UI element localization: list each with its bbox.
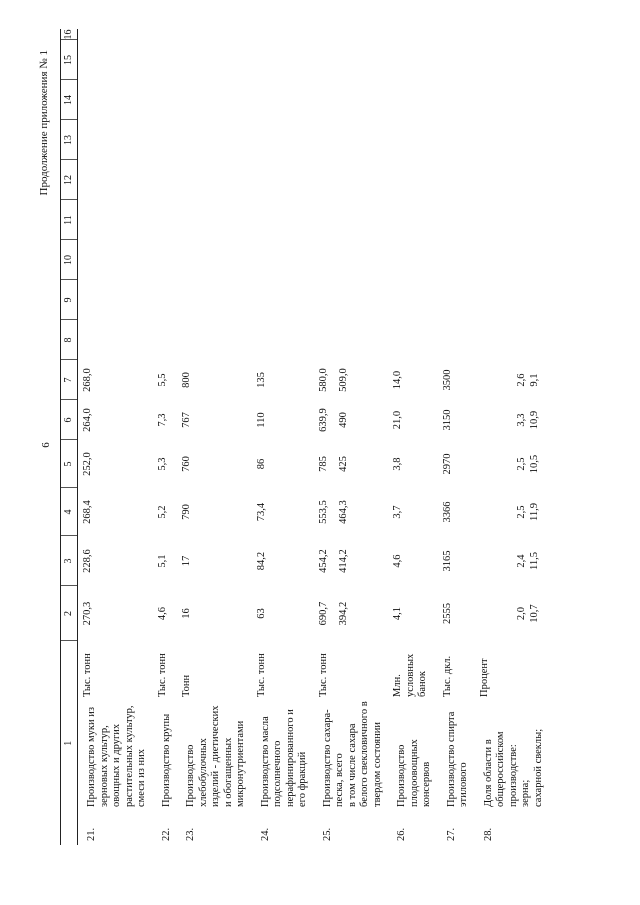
value-cell — [252, 440, 314, 488]
value-spacer — [479, 440, 517, 488]
value-cell — [252, 536, 314, 586]
row-title-cell — [388, 701, 438, 845]
value-cell — [388, 120, 438, 160]
value-cell — [475, 40, 550, 80]
value-cell — [177, 200, 252, 240]
item-value-text: 2,6 — [516, 373, 527, 387]
value-cell — [314, 120, 389, 160]
value-cell — [438, 586, 475, 641]
row-name — [181, 701, 250, 809]
value-cell — [78, 320, 153, 360]
value-cell — [438, 360, 475, 400]
value-cell — [177, 360, 252, 400]
value-text: 454,2 — [317, 549, 329, 573]
row-name-text: Производство сахара-песка, всего — [321, 709, 345, 807]
value-cell — [438, 400, 475, 440]
row-number: 23. — [185, 827, 196, 841]
col-header-4: 4 — [61, 488, 78, 536]
col-header-12: 12 — [61, 160, 78, 200]
value-cell — [475, 240, 550, 280]
row-title-cell — [153, 701, 178, 845]
value-cell — [153, 160, 178, 200]
value-cell — [475, 488, 550, 536]
value-cell — [153, 440, 178, 488]
row-name — [392, 701, 436, 809]
value-cell — [388, 586, 438, 641]
value-text: 3500 — [441, 369, 453, 391]
value-cell — [438, 320, 475, 360]
value-cell — [314, 400, 389, 440]
value-cell — [177, 320, 252, 360]
value-cell — [78, 360, 153, 400]
value-cell — [314, 40, 389, 80]
value-cell — [475, 360, 550, 400]
row-number: 27. — [445, 827, 457, 841]
value-text: 4,6 — [392, 554, 403, 568]
value-cell — [78, 200, 153, 240]
value-cell — [177, 280, 252, 320]
value-cell — [252, 320, 314, 360]
col-header-11: 11 — [61, 200, 78, 240]
value-text: 800 — [181, 372, 192, 388]
value-cell — [314, 320, 389, 360]
sub-value-text: 425 — [338, 456, 349, 472]
data-table — [60, 30, 549, 846]
item-value-text: 11,9 — [528, 503, 540, 521]
value-cell — [438, 536, 475, 586]
value-text: 5,5 — [156, 373, 168, 387]
value-text: 5,3 — [156, 457, 168, 471]
value-cell — [475, 320, 550, 360]
row-unit: Тыс. тонн — [255, 653, 267, 697]
value-cell — [438, 200, 475, 240]
value-text: 252,0 — [82, 452, 93, 476]
value-text: 790 — [181, 504, 192, 520]
row-title-cell — [314, 701, 389, 845]
value-cell — [388, 280, 438, 320]
row-item-label: сахарной свеклы; — [532, 728, 544, 807]
value-cell — [438, 488, 475, 536]
value-text: 17 — [181, 555, 192, 567]
row-unit: Млн. условных банок — [392, 653, 428, 697]
value-cell — [78, 586, 153, 641]
table-row — [475, 30, 550, 846]
table-row — [438, 30, 475, 846]
value-cell — [252, 280, 314, 320]
value-cell — [177, 440, 252, 488]
value-cell — [252, 400, 314, 440]
row-number: 28. — [482, 827, 494, 841]
value-text: 264,0 — [82, 408, 93, 432]
value-text: 3,7 — [392, 505, 403, 519]
value-text: 4,1 — [392, 606, 403, 621]
value-cell — [177, 240, 252, 280]
table-row — [153, 30, 178, 846]
row-name-text: Производство хлебобулочных изделий - диетических и обогащенных микронутриентами — [185, 705, 246, 807]
row-name-text: Доля области в общероссийском производстве: — [482, 731, 519, 807]
value-cell — [438, 280, 475, 320]
row-name — [256, 701, 312, 809]
value-cell — [388, 240, 438, 280]
sub-value-text: 509,0 — [338, 368, 349, 392]
col-header-5: 5 — [61, 440, 78, 488]
value-cell — [252, 586, 314, 641]
value-cell — [388, 80, 438, 120]
row-name-text: Производство крупы — [160, 713, 172, 807]
col-header-9: 9 — [61, 280, 78, 320]
row-title-cell — [475, 701, 550, 845]
table-row — [252, 30, 314, 846]
row-name-text: Производство плодоовощных консервов — [396, 739, 432, 807]
value-text: 767 — [181, 412, 192, 428]
value-cell — [177, 40, 252, 80]
value-text: 110 — [255, 412, 267, 428]
col-header-14: 14 — [61, 80, 78, 120]
value-cell — [177, 80, 252, 120]
value-cell — [78, 280, 153, 320]
row-name — [479, 701, 548, 809]
row-title-cell — [252, 701, 314, 845]
value-cell — [475, 280, 550, 320]
value-cell — [252, 240, 314, 280]
row-number: 24. — [259, 827, 271, 841]
value-text: 135 — [255, 372, 267, 388]
value-cell — [388, 200, 438, 240]
value-cell — [314, 360, 389, 400]
col-header-2: 2 — [61, 586, 78, 641]
value-text: 760 — [181, 456, 192, 472]
value-text: 690,7 — [317, 601, 329, 626]
row-name — [82, 701, 151, 809]
value-cell — [78, 440, 153, 488]
item-value-text: 11,5 — [528, 552, 540, 570]
value-cell — [314, 80, 389, 120]
value-cell — [438, 40, 475, 80]
row-title-cell — [78, 701, 153, 845]
value-text: 73,4 — [255, 502, 267, 522]
value-cell — [388, 400, 438, 440]
value-cell — [177, 120, 252, 160]
value-cell — [252, 120, 314, 160]
table-row — [177, 30, 252, 846]
value-cell — [314, 280, 389, 320]
value-spacer — [479, 488, 517, 536]
value-cell — [252, 80, 314, 120]
value-cell — [388, 440, 438, 488]
value-text: 3366 — [441, 501, 453, 523]
value-cell — [438, 240, 475, 280]
value-cell — [177, 400, 252, 440]
value-cell — [252, 200, 314, 240]
value-text: 84,2 — [255, 551, 267, 571]
col-header-10: 10 — [61, 240, 78, 280]
sub-value-text: 394,2 — [338, 601, 349, 626]
value-cell — [475, 200, 550, 240]
row-number: 21. — [86, 827, 97, 841]
col-header-7: 7 — [61, 360, 78, 400]
value-text: 21,0 — [392, 410, 403, 430]
value-cell — [252, 488, 314, 536]
value-text: 16 — [181, 608, 192, 619]
item-value-text: 9,1 — [528, 373, 540, 387]
value-text: 228,6 — [82, 549, 93, 573]
value-cell — [388, 160, 438, 200]
row-item-label: зерна; — [520, 779, 531, 807]
row-number: 25. — [321, 827, 333, 841]
value-cell — [78, 160, 153, 200]
col-header-16: 16 — [61, 30, 78, 41]
value-text: 270,3 — [82, 601, 93, 626]
col-header-3: 3 — [61, 536, 78, 586]
value-cell — [388, 320, 438, 360]
value-text: 639,9 — [317, 408, 329, 432]
table-row — [314, 30, 389, 846]
value-cell — [314, 536, 389, 586]
value-text: 2555 — [441, 603, 453, 624]
page-number: 6 — [40, 442, 52, 448]
value-cell — [252, 40, 314, 80]
value-spacer — [479, 536, 517, 586]
value-cell — [177, 160, 252, 200]
value-cell — [314, 160, 389, 200]
value-cell — [153, 120, 178, 160]
item-value-text: 2,4 — [516, 554, 527, 568]
value-text: 3,8 — [392, 457, 403, 471]
col-header-1: 1 — [61, 641, 78, 845]
column-number-row — [61, 30, 78, 846]
value-text: 580,0 — [317, 368, 329, 392]
value-cell — [78, 240, 153, 280]
value-text: 14,0 — [392, 370, 403, 390]
item-value-text: 10,7 — [528, 604, 540, 623]
value-cell — [388, 536, 438, 586]
value-cell — [177, 586, 252, 641]
value-cell — [475, 586, 550, 641]
value-cell — [153, 586, 178, 641]
row-name — [157, 701, 176, 809]
value-text: 553,5 — [317, 500, 329, 524]
value-cell — [252, 360, 314, 400]
value-cell — [388, 40, 438, 80]
row-name-text: Производство муки из зерновых культур, овощных и других растительных культур, смеси из них — [86, 705, 147, 807]
row-unit: Процент — [478, 658, 490, 697]
value-text: 5,2 — [156, 505, 168, 519]
value-text: 2970 — [441, 453, 453, 475]
value-text: 86 — [255, 458, 267, 470]
value-cell — [475, 80, 550, 120]
value-cell — [475, 160, 550, 200]
table-body — [78, 30, 550, 846]
col-header-15: 15 — [61, 40, 78, 80]
value-cell — [153, 536, 178, 586]
row-unit: Тонн — [181, 674, 192, 697]
row-unit: Тыс. тонн — [317, 653, 329, 697]
value-spacer — [479, 360, 517, 400]
item-value-text: 2,5 — [516, 457, 527, 471]
item-value-text: 2,5 — [516, 505, 527, 519]
row-unit: Тыс. дкл. — [441, 655, 453, 697]
value-cell — [153, 280, 178, 320]
value-text: 3150 — [441, 409, 453, 431]
row-number: 26. — [396, 827, 407, 841]
value-cell — [314, 586, 389, 641]
row-subname-text: в том числе сахара белого свекловичного в твердом состоянии — [346, 701, 383, 807]
value-cell — [78, 120, 153, 160]
value-cell — [314, 488, 389, 536]
item-value-text: 3,3 — [516, 413, 527, 427]
item-value-text: 10,9 — [528, 410, 540, 430]
col-header-6: 6 — [61, 400, 78, 440]
row-unit: Тыс. тонн — [156, 653, 168, 697]
value-text: 63 — [255, 608, 267, 619]
value-cell — [438, 160, 475, 200]
value-cell — [314, 200, 389, 240]
value-cell — [252, 160, 314, 200]
col-header-8: 8 — [61, 320, 78, 360]
value-text: 4,6 — [156, 606, 168, 621]
value-cell — [153, 80, 178, 120]
value-text: 268,0 — [82, 368, 93, 392]
value-cell — [153, 40, 178, 80]
value-cell — [153, 488, 178, 536]
value-cell — [475, 120, 550, 160]
value-cell — [314, 240, 389, 280]
value-cell — [153, 400, 178, 440]
value-cell — [475, 400, 550, 440]
value-cell — [475, 536, 550, 586]
value-cell — [78, 488, 153, 536]
value-cell — [153, 360, 178, 400]
sub-value-text: 490 — [338, 412, 349, 428]
row-name — [442, 701, 473, 809]
value-text: 7,3 — [156, 413, 168, 427]
value-spacer — [479, 400, 517, 440]
row-unit: Тыс. тонн — [82, 653, 93, 697]
sub-value-text: 414,2 — [338, 549, 349, 573]
value-spacer — [479, 586, 517, 641]
value-text: 3165 — [441, 550, 453, 572]
value-cell — [78, 40, 153, 80]
row-title-cell — [177, 701, 252, 845]
value-cell — [153, 200, 178, 240]
value-cell — [153, 320, 178, 360]
row-name-text: Производство спирта этилового — [445, 711, 469, 807]
value-cell — [78, 400, 153, 440]
continuation-title: Продолжение приложения № 1 — [38, 50, 50, 196]
value-cell — [153, 240, 178, 280]
row-name-text: Производство масла подсолнечного нерафинированного и его фракций — [259, 709, 308, 807]
value-cell — [314, 440, 389, 488]
value-text: 268,4 — [82, 500, 93, 524]
sub-value-text: 464,3 — [338, 500, 349, 524]
table-row — [78, 30, 153, 846]
value-cell — [438, 120, 475, 160]
value-cell — [177, 536, 252, 586]
value-cell — [388, 360, 438, 400]
item-value-text: 10,5 — [528, 454, 540, 474]
value-text: 785 — [317, 456, 329, 472]
value-cell — [438, 440, 475, 488]
row-title-cell — [438, 701, 475, 845]
value-cell — [438, 80, 475, 120]
value-cell — [388, 488, 438, 536]
table-row — [388, 30, 438, 846]
value-text: 5,1 — [156, 554, 168, 568]
row-name — [318, 701, 387, 809]
col-header-13: 13 — [61, 120, 78, 160]
item-value-text: 2,0 — [516, 606, 527, 621]
value-cell — [78, 80, 153, 120]
value-cell — [177, 488, 252, 536]
value-cell — [475, 440, 550, 488]
row-number: 22. — [160, 827, 172, 841]
value-cell — [78, 536, 153, 586]
